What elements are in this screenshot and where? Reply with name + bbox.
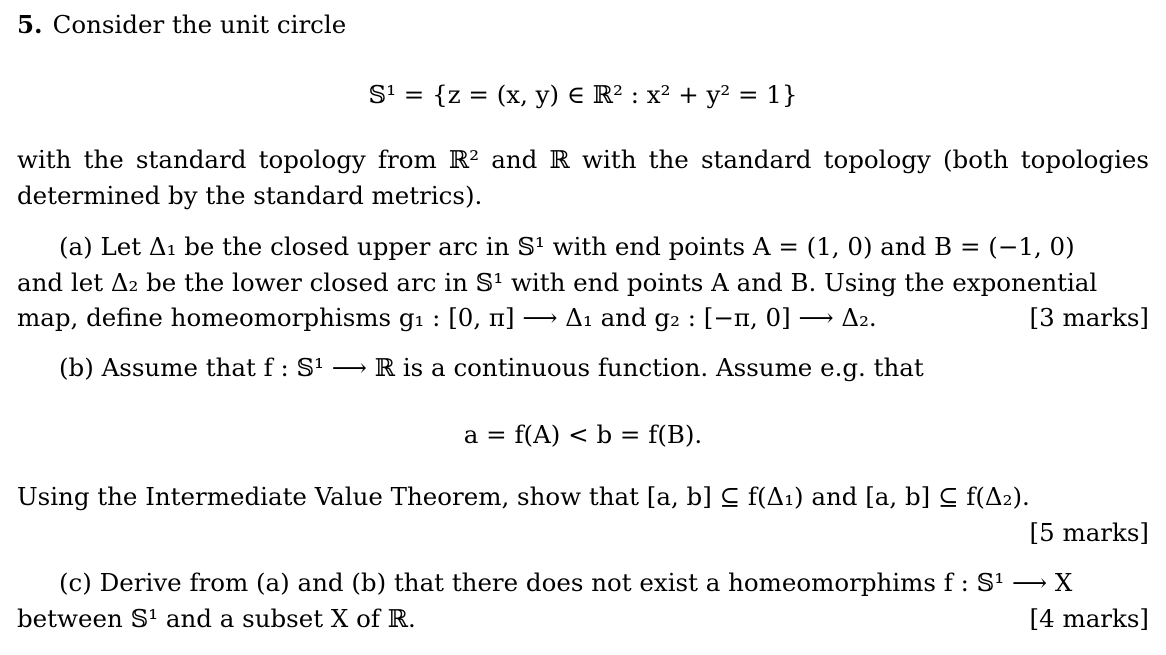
part-b-line-2: Using the Intermediate Value Theorem, show that [a, b] ⊆ f(Δ₁) and [a, b] ⊆ f(Δ₂). (17, 482, 1030, 511)
part-b-display-inequality: a = f(A) < b = f(B). (463, 420, 703, 449)
part-a-line-2: and let Δ₂ be the lower closed arc in 𝕊¹ with end points A and B. Using the exponential (17, 268, 1098, 297)
problem-intro: Consider the unit circle (52, 10, 347, 39)
problem-number: 5. (17, 10, 43, 39)
part-a-line-3: map, define homeomorphisms g₁ : [0, π] ⟶ Δ₁ and g₂ : [−π, 0] ⟶ Δ₂. (17, 303, 877, 332)
part-a-marks: [3 marks] (1029, 303, 1149, 332)
problem-heading (17, 10, 346, 39)
part-c-marks: [4 marks] (1029, 604, 1149, 633)
part-b-line-1: (b) Assume that f : 𝕊¹ ⟶ ℝ is a continuous function. Assume e.g. that (59, 353, 924, 382)
part-b-marks: [5 marks] (1029, 518, 1149, 547)
unit-circle-definition: 𝕊¹ = {z = (x, y) ∈ ℝ² : x² + y² = 1} (368, 80, 798, 109)
part-a-line-1: (a) Let Δ₁ be the closed upper arc in 𝕊¹ with end points A = (1, 0) and B = (−1, 0) (59, 232, 1075, 261)
part-c-line-2: between 𝕊¹ and a subset X of ℝ. (17, 604, 416, 633)
topology-statement: with the standard topology from ℝ² and ℝ with the standard topology (both topologies determined by the standard metrics). (17, 145, 1149, 210)
part-c-line-1: (c) Derive from (a) and (b) that there does not exist a homeomorphims f : 𝕊¹ ⟶ X (59, 568, 1073, 597)
